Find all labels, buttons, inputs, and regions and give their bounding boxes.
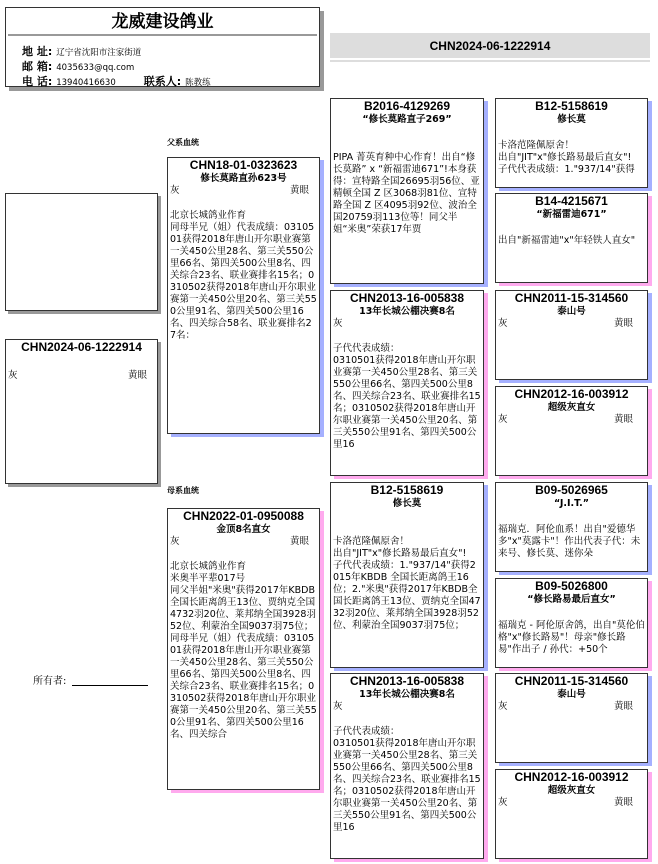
eye: 黄眼 <box>289 185 309 196</box>
breeder-name: 龙威建设鸽业 <box>8 8 317 36</box>
eye: 黄眼 <box>613 414 633 425</box>
ring-number: CHN2022-01-0950088 <box>183 509 304 523</box>
g4-card-3 <box>495 290 648 380</box>
phone-label: 电 话: <box>22 75 53 88</box>
owner-line <box>72 685 148 686</box>
color: 灰 <box>498 318 508 329</box>
phone-row <box>22 73 211 89</box>
description: 福瑞克 - 阿伦原舍鸽，出自"莫伦伯格"x"修长路易"！母亲"修长路易"作出子 / 孙代：+50个 <box>498 620 645 655</box>
g4-card-5 <box>495 482 648 572</box>
g4-card-7 <box>495 673 648 763</box>
pigeon-name: 泰山号 <box>557 689 586 700</box>
eye: 黄眼 <box>613 797 633 808</box>
color-eye <box>498 701 645 714</box>
contact-value: 陈教练 <box>185 78 211 88</box>
contact-label: 联系人: <box>143 75 182 88</box>
eye: 黄眼 <box>289 536 309 547</box>
ring-number: CHN18-01-0323623 <box>189 158 298 172</box>
dam-card <box>167 508 320 790</box>
ring-number: B12-5158619 <box>370 483 444 497</box>
color-eye <box>170 536 317 549</box>
g4-card-1 <box>495 98 648 188</box>
description: 北京长城鸽业作育 同母半兄（姐）代表成绩：0310501获得2018年唐山开尔职业赛第一关450公里28名、第三关550公里66名、第四关500公里8名、四关综合23名、联业赛排名15名；0310502获得2018年唐山开尔职业赛第一关450公里20名、第三关550公里91名、第四关500公里16名、四关综合58名、联业赛排名27名： <box>170 210 317 341</box>
ring-number: CHN2011-15-314560 <box>514 291 629 305</box>
color-eye <box>333 701 481 714</box>
pigeon-name: “修长莫路直子269” <box>362 114 452 125</box>
ring-number: CHN2024-06-1222914 <box>21 340 142 354</box>
ring-number: B2016-4129269 <box>363 99 451 113</box>
ring-number: CHN2012-16-003912 <box>514 387 629 401</box>
sire-sire-card <box>330 98 484 284</box>
eye: 黄眼 <box>613 318 633 329</box>
address-row <box>22 43 141 59</box>
color: 灰 <box>498 797 508 808</box>
color-eye <box>498 797 645 810</box>
photo-placeholder <box>5 193 158 311</box>
g4-card-6 <box>495 578 648 668</box>
email-value: 4035633@qq.com <box>56 63 135 73</box>
color-eye <box>8 370 155 383</box>
description: 子代代表成绩： 0310501获得2018年唐山开尔职业赛第一关450公里28名、第三关550公里66名、第四关500公里8名、四关综合23名、联业赛排名15名；0310502获得2018年唐山开尔职业赛第一关450公里20名、第三关550公里91名、第四关500公里16 <box>333 343 481 450</box>
color: 灰 <box>333 318 343 329</box>
pigeon-name: 修长莫路直孙623号 <box>200 173 287 184</box>
address-value: 辽宁省沈阳市注家街道 <box>56 48 142 58</box>
pigeon-name: “修长路易最后直女” <box>527 594 616 605</box>
pigeon-name: 修长莫 <box>392 498 422 509</box>
ring-number: CHN2013-16-005838 <box>349 674 465 688</box>
dam-sire-card <box>330 482 484 668</box>
color: 灰 <box>170 536 180 547</box>
description: 卡洛范隆佩原舍！ 出自"JIT"x"修长路易最后直女"! 子代代表成绩：1."937/14"获得 <box>498 140 635 175</box>
pigeon-name: 超级灰直女 <box>547 785 596 796</box>
description: 出自"新福雷迪"x"年轻铁人直女" <box>498 235 636 246</box>
description: PIPA 菁英育种中心作育！出自“修长莫路” x “新福雷迪671”!本身获得：宣特路全国26695羽56位、亚精顿全国 Z 区3068羽81位、宣特路全国 Z 区4095羽92位、波治全国20759羽113位等！同父半姐“米奥”荣获17年贾 <box>333 152 480 235</box>
owner-label: 所有者: <box>33 676 67 687</box>
address-label: 地 址: <box>22 45 53 58</box>
pigeon-name: “新福雷迪671” <box>536 209 607 220</box>
ring-number: B09-5026965 <box>535 483 608 497</box>
email-label: 邮 箱: <box>22 60 53 73</box>
eye: 黄眼 <box>613 701 633 712</box>
ring-number: CHN2011-15-314560 <box>514 674 629 688</box>
g4-card-8 <box>495 769 648 859</box>
color: 灰 <box>498 701 508 712</box>
g4-card-2 <box>495 193 648 283</box>
ring-number: B12-5158619 <box>535 99 608 113</box>
breeder-header <box>5 7 320 87</box>
ring-number: B14-4215671 <box>535 194 608 208</box>
pigeon-name: 超级灰直女 <box>547 402 596 413</box>
ring-number: CHN2012-16-003912 <box>514 770 629 784</box>
color-eye <box>498 318 645 331</box>
ring-number: B09-5026800 <box>535 579 608 593</box>
email-row <box>22 58 134 74</box>
dam-line-label: 母系血统 <box>167 486 199 495</box>
pedigree-ring-banner: CHN2024-06-1222914 <box>330 33 650 60</box>
sire-card <box>167 157 320 434</box>
description: 福瑞克．阿伦血系！出自"爱德华多"x"莫露卡"！作出代表子代：未来号、修长莫、迷你朵 <box>498 524 641 559</box>
sire-dam-card <box>330 290 484 476</box>
pigeon-name: 金顶8名直女 <box>216 524 271 535</box>
color: 灰 <box>333 701 343 712</box>
color-eye <box>170 185 317 198</box>
owner-field <box>33 672 148 687</box>
eye: 黄眼 <box>127 370 147 381</box>
color: 灰 <box>170 185 180 196</box>
color-eye <box>333 318 481 331</box>
subject-card <box>5 339 158 484</box>
pigeon-name: 13年长城公棚决赛8名 <box>359 306 455 317</box>
description: 卡洛范隆佩原舍！ 出自"JIT"x"修长路易最后直女"! 子代代表成绩：1."937/14"获得2015年KBDB 全国长距离鸽王16位；2."米奥"获得2017年KBDB全国长距离鸽王13位、贾纳克全国4732羽20位、莱邦纳全国3928羽52位、利蒙治全国9037羽75位； <box>333 536 481 631</box>
pigeon-name: 泰山号 <box>557 306 586 317</box>
color: 灰 <box>498 414 508 425</box>
description: 子代代表成绩： 0310501获得2018年唐山开尔职业赛第一关450公里28名、第三关550公里66名、第四关500公里8名、四关综合23名、联业赛排名15名；0310502获得2018年唐山开尔职业赛第一关450公里20名、第三关550公里91名、第四关500公里16 <box>333 726 481 833</box>
g4-card-4 <box>495 386 648 476</box>
pigeon-name: 13年长城公棚决赛8名 <box>359 689 455 700</box>
description: 北京长城鸽业作育 米奥半平辈017号 同父半姐"米奥"获得2017年KBDB全国长距离鸽王13位、贾纳克全国4732羽20位、莱邦纳全国3928羽52位、利蒙治全国9037羽75位；同母半兄（姐）代表成绩：0310501获得2018年唐山开尔职业赛第一关450公里28名、第三关550公里66名、第四关500公里8名、四关综合23名、联业赛排名15名；0310502获得2018年唐山开尔职业赛第一关450公里20名、第三关550公里91名、第四关500公里16名、四关综合 <box>170 561 317 740</box>
sire-line-label: 父系血统 <box>167 138 199 147</box>
color: 灰 <box>8 370 18 381</box>
phone-value: 13940416630 <box>56 78 116 88</box>
dam-dam-card <box>330 673 484 859</box>
pigeon-name: 修长莫 <box>557 114 586 125</box>
color-eye <box>498 414 645 427</box>
ring-number: CHN2013-16-005838 <box>349 291 465 305</box>
pigeon-name: “J.I.T.” <box>554 498 589 509</box>
